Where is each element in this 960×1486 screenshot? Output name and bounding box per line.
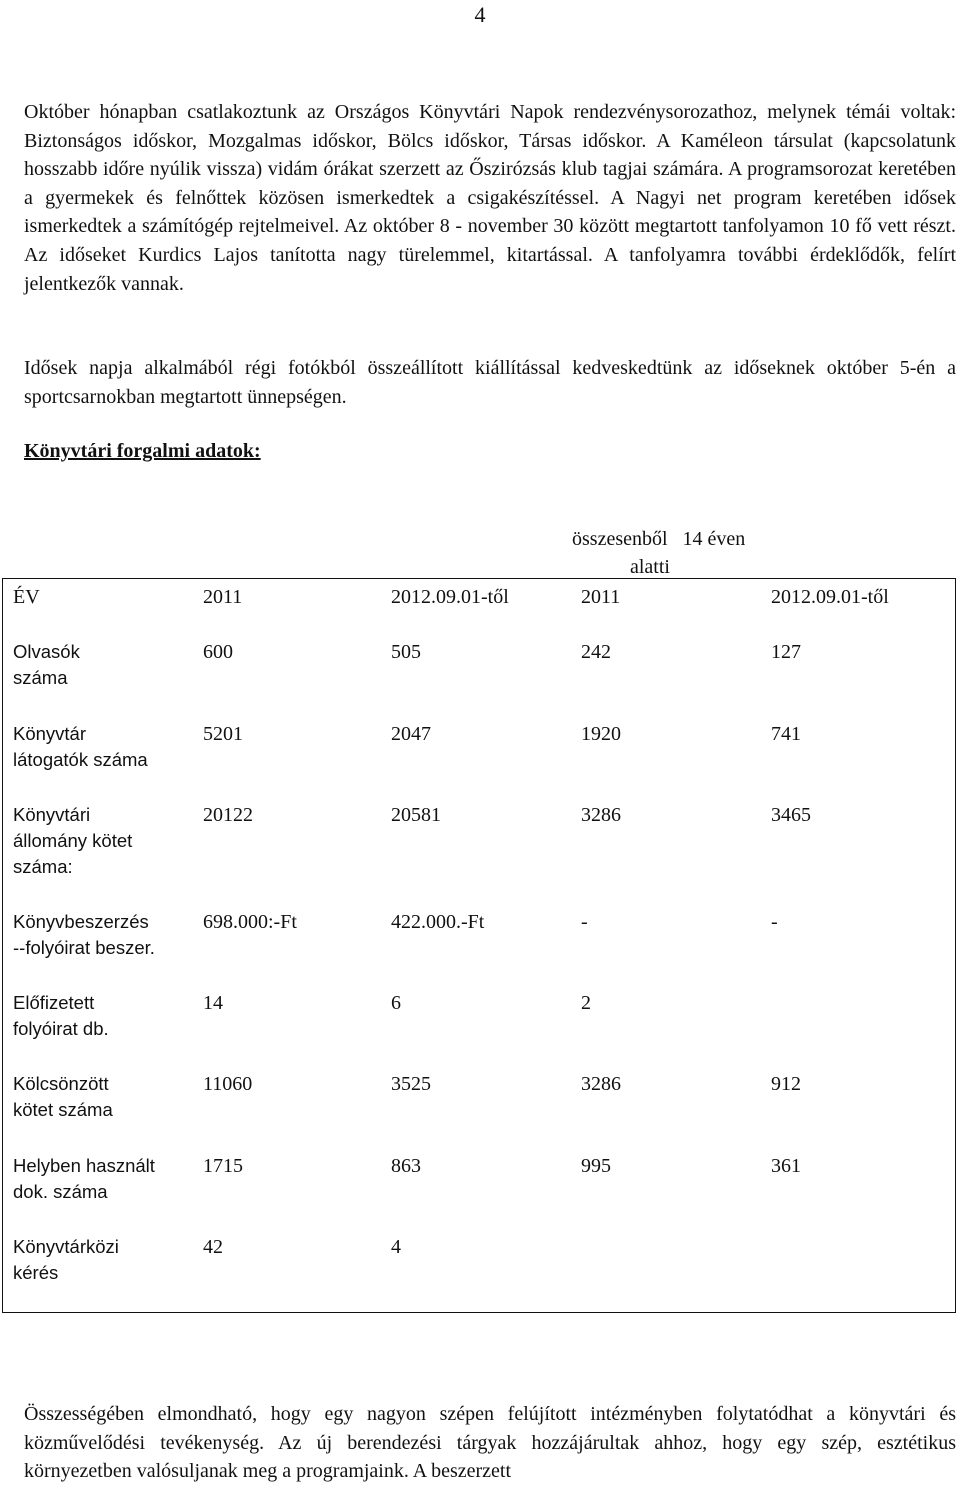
column-header: ÉV [13,586,40,608]
table-cell: 4 [391,1236,401,1258]
table-cell: 11060 [203,1073,253,1095]
table-group-header-line1: összesenből 14 éven [572,528,746,550]
table-cell: 422.000.-Ft [391,911,485,933]
row-label: Előfizetett folyóirat db. [13,992,109,1039]
column-header: 2012.09.01-től [771,586,889,608]
table-cell: 3465 [771,804,811,826]
table-cell: 912 [771,1073,801,1095]
table-cell: 242 [581,641,611,663]
table-cell: 20581 [391,804,441,826]
statistics-table [2,578,956,1313]
table-cell: 5201 [203,723,243,745]
table-cell: - [581,911,588,933]
row-label: Könyvtárközi kérés [13,1236,119,1283]
column-header: 2012.09.01-től [391,586,509,608]
column-header: 2011 [203,586,243,608]
row-label: Könyvbeszerzés --folyóirat beszer. [13,911,155,958]
table-cell: 3286 [581,804,621,826]
table-cell: - [771,911,778,933]
paragraph-summary: Összességében elmondható, hogy egy nagyon szépen felújított intézményben folytatódhat a könyvtári és közművelődési tevékenység. Az új berendezési tárgyak hozzájárultak ahhoz, hogy egy szép, esztétikus környezetben valósuljanak meg a programjaink. A beszerzett [24,1403,956,1483]
row-label: Könyvtári állomány kötet száma: [13,804,133,877]
table-cell: 127 [771,641,801,663]
table-cell: 863 [391,1155,421,1177]
paragraph-seniors-day: Idősek napja alkalmából régi fotókból összeállított kiállítással kedveskedtünk az időseknek október 5-én a sportcsarnokban megtartott ünnepségen. [24,357,956,408]
row-label: Olvasók száma [13,641,80,688]
table-cell: 1920 [581,723,621,745]
table-cell: 6 [391,992,401,1014]
table-cell: 1715 [203,1155,243,1177]
table-cell: 20122 [203,804,253,826]
column-header: 2011 [581,586,621,608]
table-cell: 361 [771,1155,801,1177]
table-cell: 2047 [391,723,431,745]
row-label: Kölcsönzött kötet száma [13,1073,113,1120]
table-cell: 741 [771,723,801,745]
page-number: 4 [474,2,486,27]
table-cell: 600 [203,641,233,663]
table-cell: 3525 [391,1073,431,1095]
section-heading: Könyvtári forgalmi adatok: [24,440,261,462]
table-group-header-line2: alatti [630,556,670,578]
row-label: Könyvtár látogatók száma [13,723,148,770]
table-cell: 995 [581,1155,611,1177]
table-cell: 505 [391,641,421,663]
table-cell: 2 [581,992,591,1014]
table-cell: 42 [203,1236,223,1258]
table-cell: 14 [203,992,223,1014]
table-cell: 3286 [581,1073,621,1095]
paragraph-library-days: Október hónapban csatlakoztunk az Országos Könyvtári Napok rendezvénysorozathoz, melynek témái voltak: Biztonságos időskor, Mozgalmas időskor, Bölcs időskor, Társas időskor. A Kaméleon társulat (kapcsolatunk hosszabb időre nyúlik vissza) vidám órákat szerzett az Őszirózsás klub tagjai számára. A programsorozat keretében a gyermekek és felnőttek közösen ismerkedtek a csigakészítéssel. A Nagyi net program keretében idősek ismerkedtek a számítógép rejtelmeivel. Az október 8 - november 30 között megtartott tanfolyamon 10 fő vett részt. Az időseket Kurdics Lajos tanította nagy türelemmel, kitartással. A tanfolyamra további érdeklődők, felírt jelentkezők vannak. [24,101,956,295]
table-cell: 698.000:-Ft [203,911,297,933]
row-label: Helyben használt dok. száma [13,1155,155,1202]
